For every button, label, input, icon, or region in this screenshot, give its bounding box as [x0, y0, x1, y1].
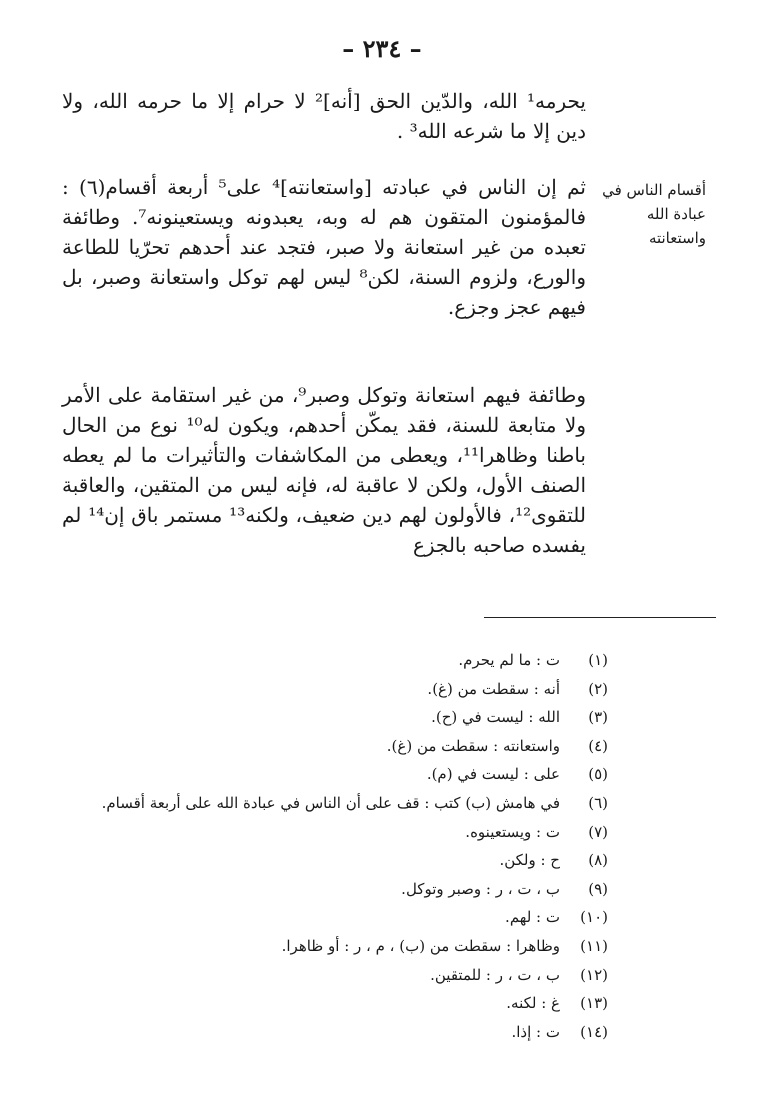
footnote-number: (١٠)	[580, 908, 608, 927]
footnote-number: (٩)	[588, 879, 608, 898]
body-paragraph-1	[62, 86, 586, 146]
footnote-text: ت : ما لم يحرم.	[458, 651, 560, 669]
footnote-number: (١٢)	[580, 965, 608, 984]
footnote-item	[8, 732, 608, 761]
footnote-number: (١١)	[580, 936, 608, 955]
footnote-number: (١)	[588, 651, 608, 669]
footnote-text: وظاهرا : سقطت من (ب) ، م ، ر : أو ظاهرا.	[281, 936, 560, 955]
footnote-number: (٥)	[588, 765, 608, 784]
footnote-text: غ : لكنه.	[506, 994, 560, 1013]
footnote-number: (١٣)	[580, 994, 608, 1013]
page-number: – ٢٣٤ –	[342, 34, 422, 63]
body-paragraph-2	[62, 172, 586, 322]
footnote-text: الله : ليست في (ح).	[431, 708, 560, 727]
footnote-item	[8, 932, 608, 961]
footnote-item	[8, 789, 608, 818]
footnote-divider	[484, 617, 716, 618]
margin-note: أقسام الناس في عبادة الله واستعانته	[602, 181, 706, 247]
footnote-text: ت : ويستعينوه.	[465, 822, 560, 841]
footnote-number: (٢)	[588, 679, 608, 698]
footnote-text: ب ، ت ، ر : وصبر وتوكل.	[401, 879, 560, 898]
footnote-number: (٣)	[588, 708, 608, 727]
footnote-number: (٤)	[588, 736, 608, 755]
footnote-number: (٧)	[588, 822, 608, 841]
paragraph-text: يحرمه¹ الله، والدّين الحق [أنه]² لا حرام إلا ما حرمه الله، ولا دين إلا ما شرعه الله³ .	[62, 89, 586, 143]
footnote-item	[8, 875, 608, 904]
paragraph-text: ثم إن الناس في عبادته [واستعانته]⁴ على⁵ أربعة أقسام(٦) : فالمؤمنون المتقون هم له وبه، يعبدونه ويستعينونه⁷. وطائفة تعبده من غير استعانة ولا صبر، فتجد عند أحدهم تحرّيا للطاعة والورع، ولزوم السنة، لكن⁸ ليس لهم توكل واستعانة وصبر، بل فيهم عجز وجزع.	[62, 175, 587, 319]
footnote-text: في هامش (ب) كتب : قف على أن الناس في عبادة الله على أربعة أقسام.	[101, 793, 560, 812]
footnote-number: (١٤)	[580, 1022, 608, 1041]
footnote-item	[8, 675, 608, 704]
footnote-item	[8, 760, 608, 789]
footnote-text: ت : لهم.	[505, 908, 560, 927]
footnotes-list	[8, 646, 608, 1046]
footnote-text: ت : إذا.	[511, 1022, 560, 1041]
footnote-item	[8, 1018, 608, 1047]
footnote-item	[8, 903, 608, 932]
footnote-text: على : ليست في (م).	[426, 765, 560, 784]
footnote-number: (٦)	[588, 793, 608, 812]
footnote-item	[8, 646, 608, 675]
footnote-text: ب ، ت ، ر : للمتقين.	[430, 965, 560, 984]
footnote-item	[8, 818, 608, 847]
footnote-item	[8, 989, 608, 1018]
paragraph-text: وطائفة فيهم استعانة وتوكل وصبر⁹، من غير استقامة على الأمر ولا متابعة للسنة، فقد يمكّن أحدهم، ويكون له¹⁰ نوع من الحال باطنا وظاهرا¹¹، ويعطى من المكاشفات والتأثيرات ما لم يعطه الصنف الأول، ولكن لا عاقبة له، فإنه ليس من المتقين، والعاقبة للتقوى¹²، فالأولون لهم دين ضعيف، ولكنه¹³ مستمر باق إن¹⁴ لم يفسده صاحبه بالجزع	[62, 383, 586, 557]
footnote-text: واستعانته : سقطت من (غ).	[386, 736, 560, 755]
footnote-text: ح : ولكن.	[499, 851, 560, 870]
footnote-item	[8, 961, 608, 990]
footnote-text: أنه : سقطت من (غ).	[427, 679, 560, 698]
footnote-number: (٨)	[588, 851, 608, 870]
footnote-item	[8, 703, 608, 732]
footnote-item	[8, 846, 608, 875]
body-paragraph-3	[62, 380, 586, 560]
